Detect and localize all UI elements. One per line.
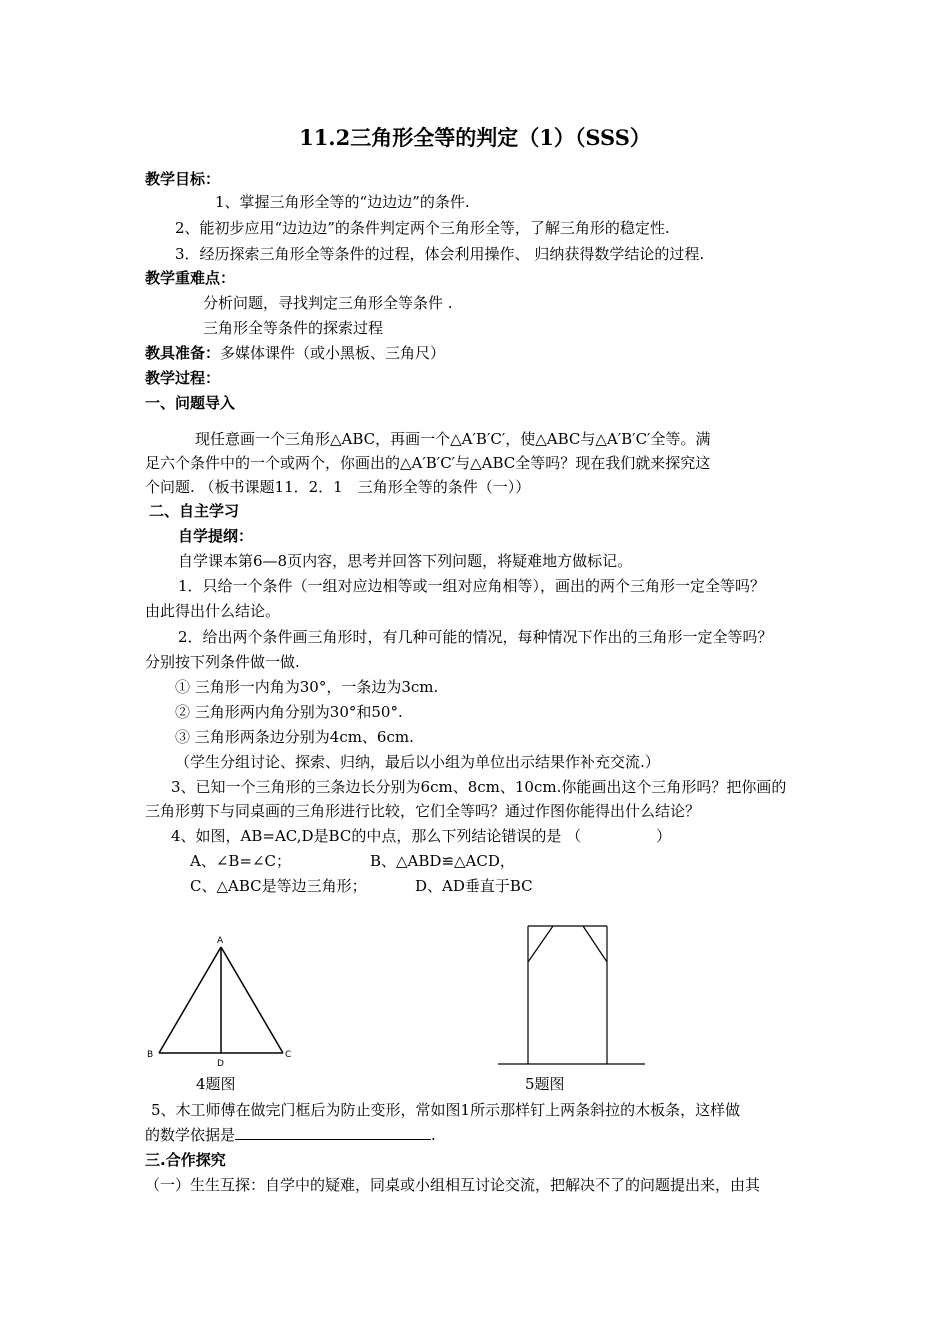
section1-paragraph: 足六个条件中的一个或两个，你画出的△A′B′C′与△ABC全等吗？现在我们就来探究这 (145, 454, 711, 472)
side-ac (221, 947, 283, 1053)
question-2-item: ② 三角形两内角分别为30°和50°. (175, 703, 403, 721)
vertex-c-label: C (285, 1050, 292, 1060)
vertex-a-label: A (217, 936, 224, 946)
question-2-note: （学生分组讨论、探索、归纳，最后以小组为单位出示结果作补充交流.） (175, 753, 660, 771)
question-1: 由此得出什么结论。 (145, 602, 281, 620)
question-5 (145, 1125, 436, 1145)
question-1: 1．只给一个条件（一组对应边相等或一组对应角相等），画出的两个三角形一定全等吗？ (178, 577, 766, 595)
question-5-prefix: 的数学依据是 (145, 1126, 236, 1144)
tools-heading: 教具准备： (145, 344, 221, 362)
vertex-b-label: B (147, 1050, 154, 1060)
process-heading: 教学过程： (145, 369, 221, 387)
question-4-option-a: A、∠B=∠C； (190, 852, 292, 870)
question-3: 三角形剪下与同桌画的三角形进行比较，它们全等吗？通过作图你能得出什么结论？ (145, 802, 701, 820)
section1-paragraph: 现任意画一个三角形△ABC，再画一个△A′B′C′，使△ABC与△A′B′C′全等。满 (195, 430, 711, 448)
left-brace (528, 926, 553, 962)
question-2: 2．给出两个条件画三角形时，有几种可能的情况，每种情况下作出的三角形一定全等吗？ (178, 628, 773, 646)
section3-paragraph: （一）生生互探：自学中的疑难，同桌或小组相互讨论交流，把解决不了的问题提出来，由其 (145, 1176, 761, 1194)
goals-heading: 教学目标： (145, 170, 221, 188)
figure-4-caption: 4题图 (196, 1075, 236, 1093)
figure-5-caption: 5题图 (525, 1075, 565, 1093)
section2-heading: 二、自主学习 (149, 502, 240, 520)
page-title: 11.2三角形全等的判定（1）（SSS） (299, 125, 651, 150)
tools-line (145, 343, 445, 363)
keypoints-heading: 教学重难点： (145, 269, 236, 287)
answer-blank[interactable] (235, 1125, 431, 1140)
question-2-item: ③ 三角形两条边分别为4cm、6cm. (175, 728, 414, 746)
side-ab (159, 947, 221, 1053)
section2-subheading: 自学提纲： (178, 527, 254, 545)
goal-item: 2、能初步应用“边边边”的条件判定两个三角形全等，了解三角形的稳定性. (175, 219, 670, 237)
question-3: 3、已知一个三角形的三条边长分别为6cm、8cm、10cm.你能画出这个三角形吗？把你画的 (171, 778, 787, 796)
question-4: 4、如图，AB=AC,D是BC的中点，那么下列结论错误的是 （ ） (171, 827, 672, 845)
section1-paragraph: 个问题. （板书课题11．2．1 三角形全等的条件（一）） (145, 478, 531, 496)
question-2: 分别按下列条件做一做. (145, 653, 300, 671)
goal-item: 1、掌握三角形全等的“边边边”的条件. (215, 193, 470, 211)
tools-text: 多媒体课件（或小黑板、三角尺） (220, 344, 446, 362)
section2-intro: 自学课本第6—8页内容，思考并回答下列问题，将疑难地方做标记。 (178, 552, 633, 570)
question-2-item: ① 三角形一内角为30°，一条边为3cm. (175, 678, 439, 696)
keypoint-item: 三角形全等条件的探索过程 (203, 319, 384, 337)
question-5: 5、木工师傅在做完门框后为防止变形，常如图1所示那样钉上两条斜拉的木板条，这样做 (151, 1101, 741, 1119)
keypoint-item: 分析问题，寻找判定三角形全等条件 . (203, 294, 453, 312)
figure-4-triangle (145, 930, 305, 1070)
question-4-option-b: B、△ABD≌△ACD， (370, 852, 515, 870)
question-4-option-d: D、AD垂直于BC (415, 877, 533, 895)
figure-5-door-frame (495, 920, 650, 1070)
question-4-option-c: C、△ABC是等边三角形； (190, 877, 367, 895)
question-5-suffix: . (431, 1126, 436, 1144)
point-d-label: D (217, 1059, 224, 1069)
section3-heading: 三.合作探究 (145, 1151, 226, 1169)
right-brace (583, 926, 607, 962)
goal-item: 3．经历探索三角形全等条件的过程，体会利用操作、 归纳获得数学结论的过程. (175, 245, 705, 263)
section1-heading: 一、问题导入 (145, 394, 236, 412)
